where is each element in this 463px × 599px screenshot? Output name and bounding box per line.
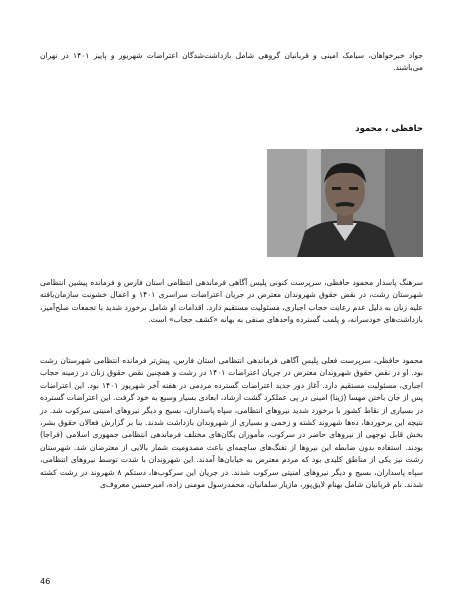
person-name-heading: حافظی ، محمود [355, 124, 423, 134]
bio-paragraph-2: محمود حافظی، سرپرست فعلی پلیس آگاهی فرماندهی انتظامی استان فارس، پیش‌تر فرمانده انتظامی شهرستان رشت بود. او در نقض حقوق شهروندان معترض در جریان اعتراضات ۱۴۰۱ در رشت و همچنین نقض حقوق زنان در زمینه حجاب اجباری، مسئولیت مستقیم دارد. آغاز دور جدید اعتراضات گسترده مردمی در هفته آخر شهریور ۱۴۰۱ بود. این اعتراضات پس از جان باختن مهسا (ژینا) امینی در پی عملکرد گشت ارشاد، ابعادی بسیار وسیع به خود گرفت. این اعتراضات گسترده در بسیاری از نقاط کشور با برخورد شدید نیروهای انتظامی، سپاه پاسداران، بسیج و دیگر نیروهای امنیتی سرکوب شد. در نتیجه این برخوردها، ده‌ها شهروند کشته و زخمی و بسیاری از شهروندان بازداشت شدند. بنا بر گزارش فعالان حقوق بشر، بخش قابل توجهی از نیروهای حاضر در سرکوب، مأموران یگان‌های مختلف فرماندهی انتظامی جمهوری اسلامی (فراجا) بودند. استفاده بدون ضابطه این نیروها از تفنگ‌های ساچمه‌ای باعث مصدومیت شمار بالایی از معترضان شد. شهرستان رشت نیز یکی از مناطق کلیدی بود که مردم معترض به خیابان‌ها آمدند. این شهروندان با شدت توسط نیروهای انتظامی، سپاه پاسداران، بسیج و دیگر نیروهای امنیتی سرکوب شدند. در جریان این سرکوب‌ها، دستکم ۸ شهروند در رشت کشته شدند. نام قربانیان شامل بهنام لایق‌پور، مازیار سلمانیان، محمدرسول مومنی زاده، امیرحسین معروف‌ی [40, 356, 424, 490]
portrait-photo [267, 149, 423, 257]
page-number: 46 [40, 577, 51, 586]
intro-paragraph: جواد خبرخواهان، سیامک امینی و قربانیان گروهی شامل بازداشت‌شدگان اعتراضات شهریور و پاییز ۱۴۰۱ در تهران می‌باشند. [40, 51, 423, 73]
bio-paragraph-1: سرهنگ پاسدار محمود حافظی، سرپرست کنونی پلیس آگاهی فرماندهی انتظامی استان فارس و فرمانده پیشین انتظامی شهرستان رشت، در نقض حقوق شهروندان معترض در جریان اعتراضات سراسری ۱۴۰۱ و اعمال خشونت سازمان‌یافته علیه زنان به دلیل عدم رعایت حجاب اجباری، مسئولیت مستقیم دارد. اقدامات او شامل برخورد شدید با تجمعات صلح‌آمیز، بازداشت‌های خودسرانه، و پلمب گسترده واحدهای صنفی به بهانه «کشف حجاب» است. [40, 278, 423, 325]
